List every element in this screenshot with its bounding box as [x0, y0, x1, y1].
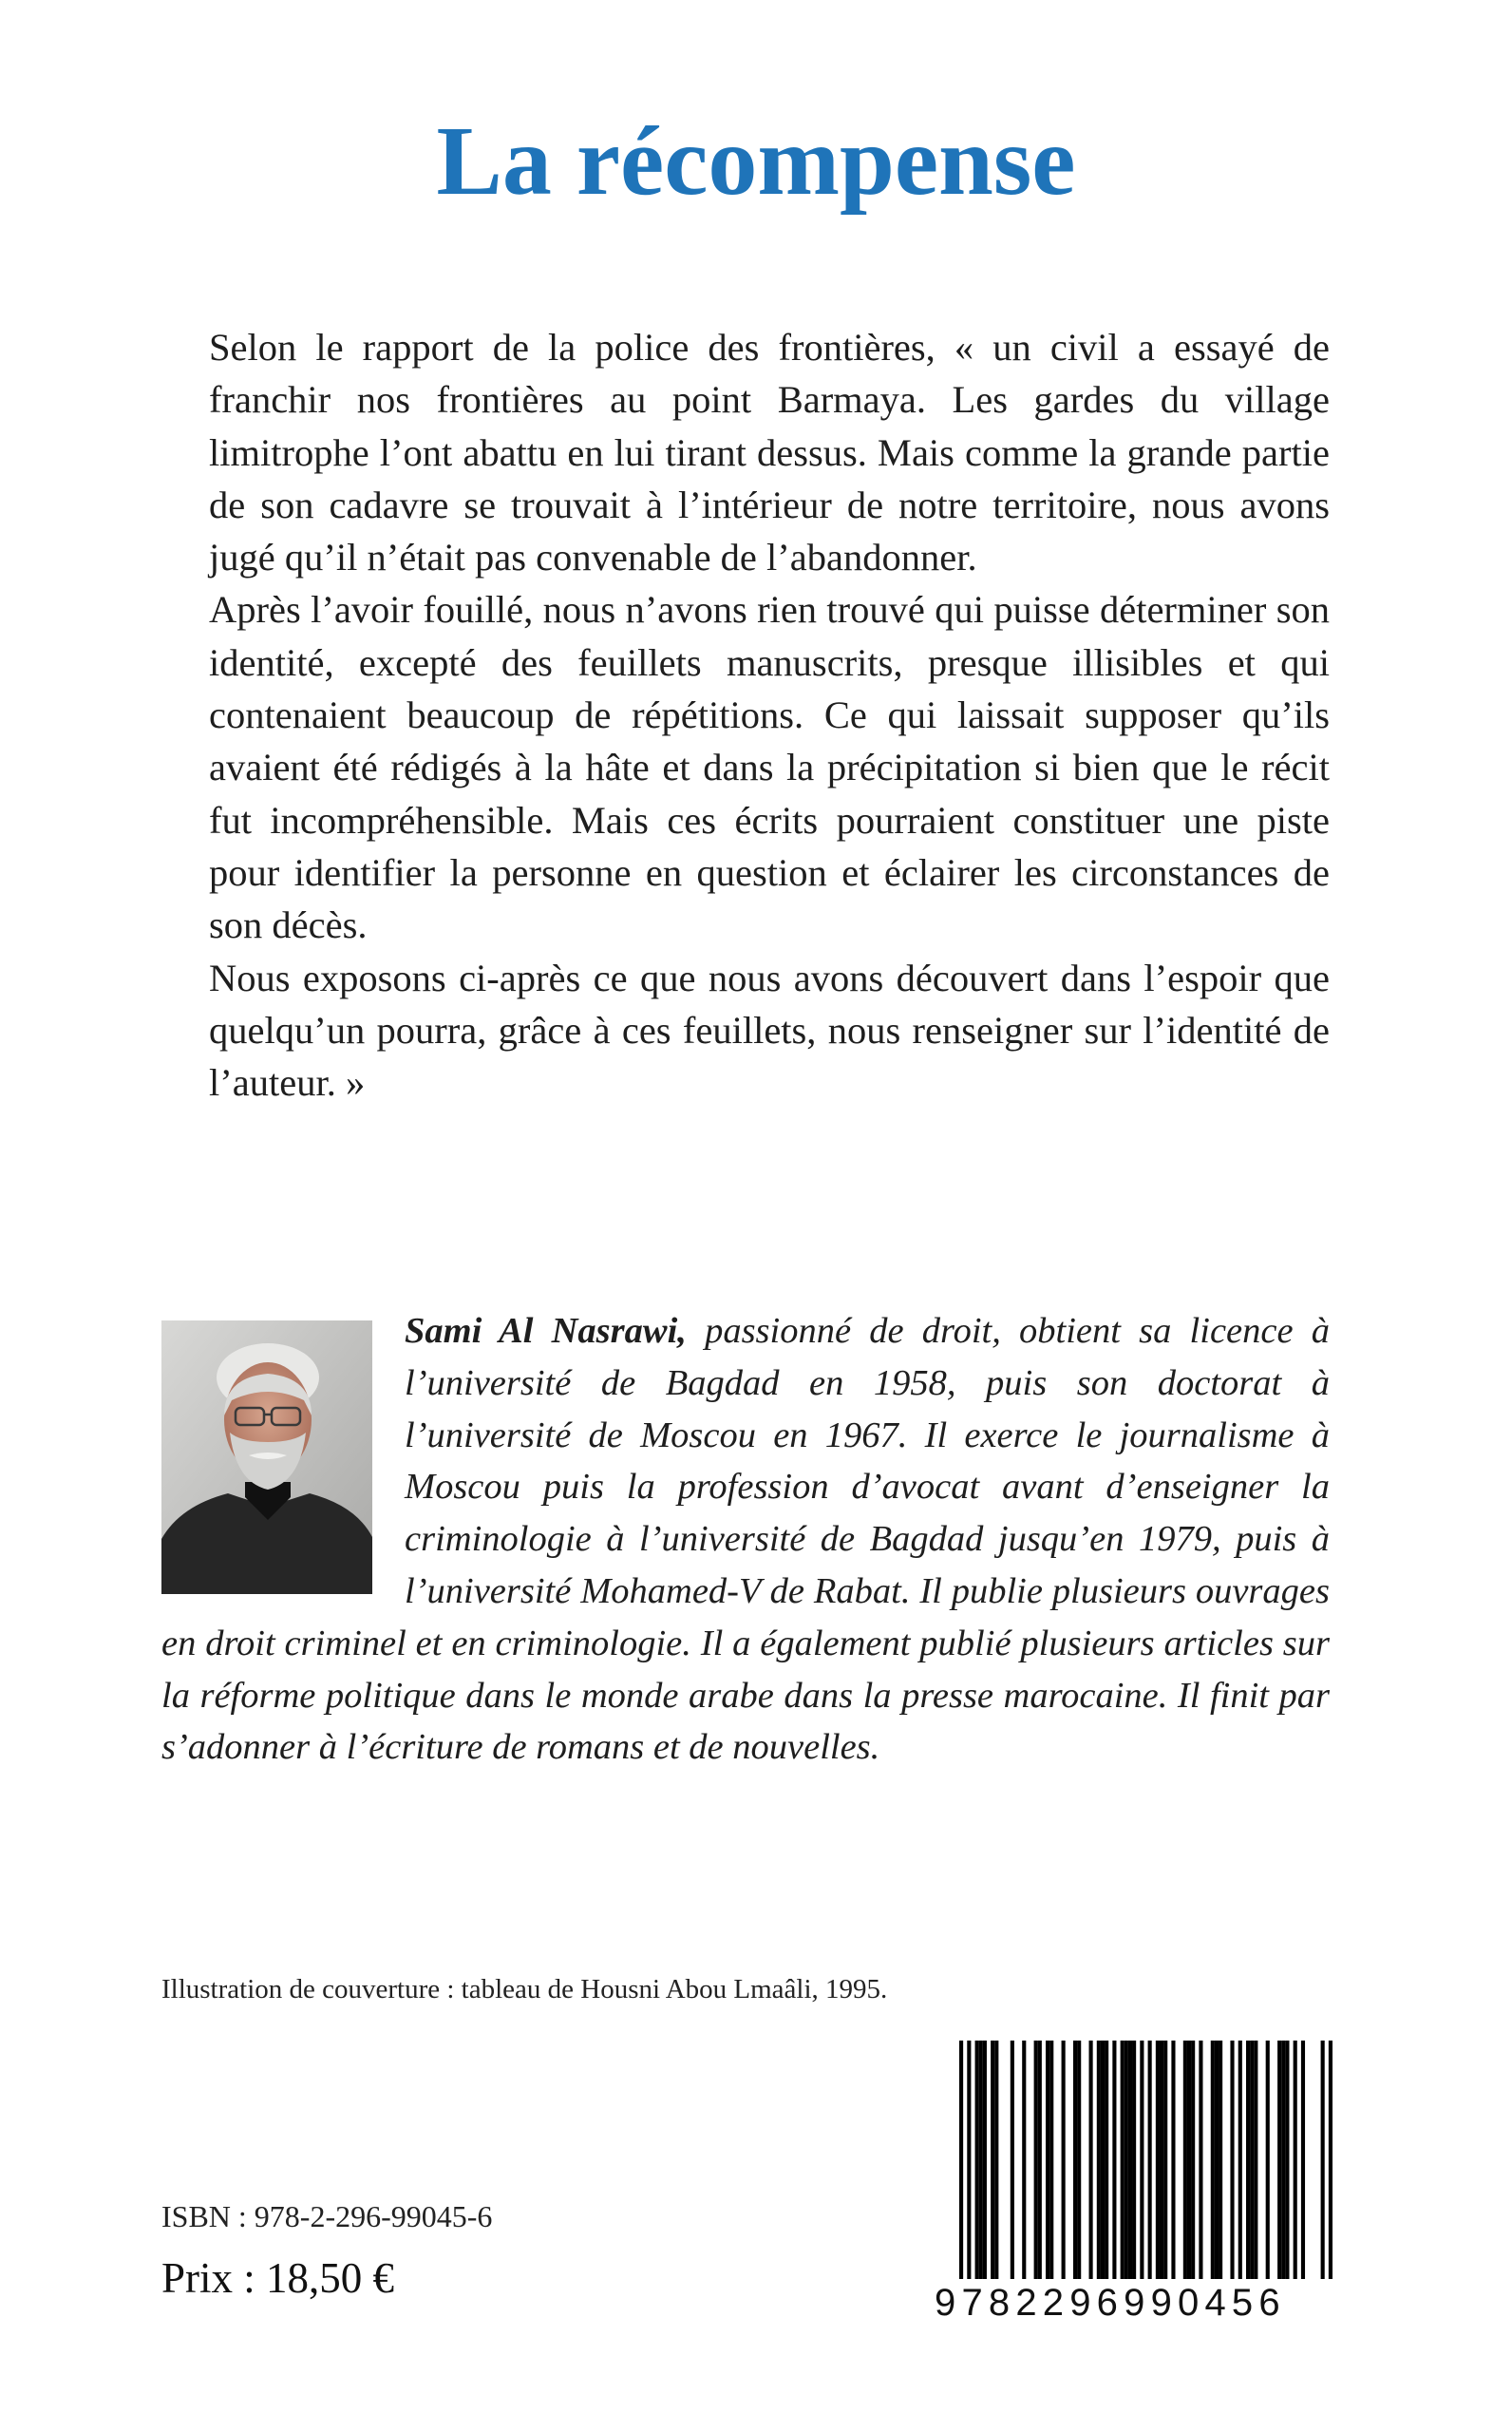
author-name: Sami Al Nasrawi,	[405, 1311, 687, 1351]
barcode-bar	[1046, 2041, 1049, 2279]
barcode-bar	[1238, 2041, 1242, 2279]
barcode-bar	[1089, 2041, 1093, 2279]
barcode-digits: 9782296990456	[935, 2282, 1286, 2324]
barcode-bar	[1183, 2041, 1187, 2279]
back-cover-summary	[209, 321, 1330, 1109]
barcode-bar	[1199, 2041, 1202, 2279]
barcode-bar	[1156, 2041, 1160, 2279]
barcode-bar	[983, 2041, 987, 2279]
barcode-bar	[1132, 2041, 1136, 2279]
author-bio	[161, 1305, 1330, 1774]
barcode-bar	[1250, 2041, 1254, 2279]
barcode-bar	[1219, 2041, 1222, 2279]
barcode-bar	[1148, 2041, 1152, 2279]
barcode-bar	[1112, 2041, 1116, 2279]
barcode-bar	[1022, 2041, 1026, 2279]
price: Prix : 18,50 €	[161, 2254, 395, 2302]
barcode-bar	[1034, 2041, 1038, 2279]
barcode-bar	[1187, 2041, 1191, 2279]
barcode-bar	[959, 2041, 963, 2279]
summary-paragraph-2: Après l’avoir fouillé, nous n’avons rien trouvé qui puisse déterminer son identité, excepté des feuillets manuscrits, presque illisibles et qui contenaient beaucoup de répétitions. Ce qui laissait supposer qu’ils avaient été rédigés à la hâte et dans la précipitation si bien que le récit fut incompréhensible. Mais ces écrits pourraient constituer une piste pour identifier la personne en question et éclairer les circonstances de son décès.	[209, 588, 1330, 947]
barcode-bar	[1171, 2041, 1175, 2279]
barcode-bar	[975, 2041, 979, 2279]
summary-paragraph-1: Selon le rapport de la police des frontières, « un civil a essayé de franchir nos frontières au point Barmaya. Les gardes du village limitrophe l’ont abattu en lui tirant dessus. Mais comme la grande partie de son cadavre se trouvait à l’intérieur de notre territoire, nous avons jugé qu’il n’était pas convenable de l’abandonner.	[209, 326, 1330, 579]
barcode-icon	[959, 2041, 1332, 2279]
barcode-bar	[1140, 2041, 1143, 2279]
barcode-bar	[1294, 2041, 1297, 2279]
barcode-bar	[1105, 2041, 1108, 2279]
barcode-bar	[1077, 2041, 1081, 2279]
barcode-bar	[1073, 2041, 1077, 2279]
barcode-bar	[967, 2041, 971, 2279]
barcode-bar	[1281, 2041, 1285, 2279]
barcode-bar	[994, 2041, 998, 2279]
barcode-bar	[1277, 2041, 1281, 2279]
barcode-bar	[1321, 2041, 1325, 2279]
isbn: ISBN : 978-2-296-99045-6	[161, 2199, 493, 2233]
barcode-bar	[1329, 2041, 1332, 2279]
barcode-bar	[1211, 2041, 1215, 2279]
barcode-bar	[1125, 2041, 1128, 2279]
barcode-bar	[1246, 2041, 1250, 2279]
barcode-bar	[1097, 2041, 1101, 2279]
barcode-bar	[1230, 2041, 1234, 2279]
book-title: La récompense	[436, 106, 1076, 216]
barcode-bar	[1301, 2041, 1305, 2279]
summary-paragraph-3: Nous exposons ci-après ce que nous avons découvert dans l’espoir que quelqu’un pourra, grâce à ces feuillets, nous renseigner sur l’identité de l’auteur. »	[209, 956, 1330, 1105]
author-photo	[161, 1320, 372, 1594]
barcode-bar	[1266, 2041, 1270, 2279]
barcode-bar	[1049, 2041, 1053, 2279]
barcode-bar	[1215, 2041, 1219, 2279]
barcode-bar	[1285, 2041, 1289, 2279]
barcode-bar	[1121, 2041, 1125, 2279]
barcode-bar	[1191, 2041, 1195, 2279]
barcode-bar	[1101, 2041, 1105, 2279]
barcode-bar	[1163, 2041, 1167, 2279]
barcode-bar	[1128, 2041, 1132, 2279]
barcode-bar	[1062, 2041, 1066, 2279]
barcode-bar	[1011, 2041, 1014, 2279]
barcode-bar	[991, 2041, 994, 2279]
cover-illustration-credit: Illustration de couverture : tableau de Housni Abou Lmaâli, 1995.	[161, 1974, 888, 2004]
barcode-bar	[979, 2041, 983, 2279]
barcode-bar	[1038, 2041, 1042, 2279]
author-bio-text: passionné de droit, obtient sa licence à l’université de Bagdad en 1958, puis son doctorat à l’université de Moscou en 1967. Il exerce le journalisme à Moscou puis la profession d’avocat avant d’enseigner la criminologie à l’université de Bagdad jusqu’en 1979, puis à l’université Mohamed-V de Rabat. Il publie plusieurs ouvrages en droit criminel et en criminologie. Il a également publié plusieurs articles sur la réforme politique dans le monde arabe dans la presse marocaine. Il finit par s’adonner à l’écriture de romans et de nouvelles.	[161, 1311, 1330, 1768]
barcode-bar	[1160, 2041, 1163, 2279]
barcode-bar	[1254, 2041, 1257, 2279]
